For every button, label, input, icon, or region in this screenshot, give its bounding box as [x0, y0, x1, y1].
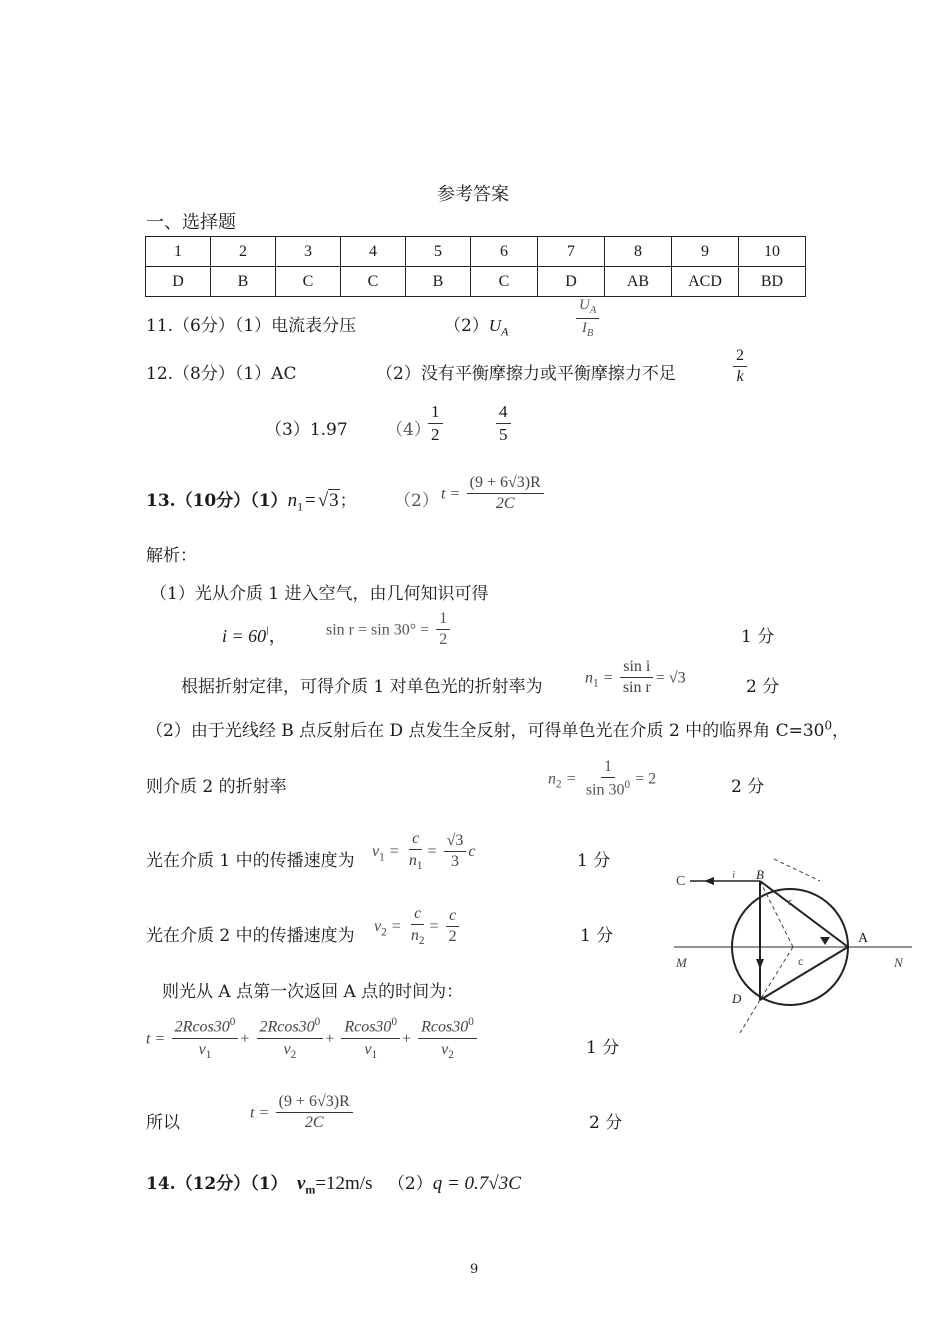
diagram-label-B: B [756, 867, 764, 882]
q12-part3: （3）1.97 [265, 420, 348, 440]
analysis-p5: 光在介质 1 中的传播速度为 [146, 851, 355, 871]
n1-num: sin i [620, 658, 653, 678]
q13-t-formula: t = $\frac{(9 + 6√3)R}{2C}$ [441, 474, 546, 514]
table-cell: 10 [739, 237, 806, 267]
p3-text: （2）由于光线经 B 点反射后在 D 点发生全反射，可得单色光在介质 2 中的临界角 C=30 [146, 721, 825, 741]
table-cell: 5 [406, 237, 471, 267]
t-term-den: v [198, 1040, 206, 1058]
q12-frac1-den: 2 [431, 424, 440, 444]
diagram-label-N: N [894, 955, 903, 970]
q13-t-num: (9 + 6√3)R [467, 474, 544, 494]
t-term-den: v [441, 1040, 449, 1058]
table-cell: AB [605, 267, 672, 297]
q13-label: 13.（10分）（1） [146, 491, 288, 511]
analysis-p6: 光在介质 2 中的传播速度为 [146, 926, 355, 946]
ray-D-to-A [760, 947, 848, 1000]
q11-frac-den: I [581, 320, 587, 337]
q14-part2: （2） [387, 1174, 433, 1194]
q12-part2: （2）没有平衡摩擦力或平衡摩擦力不足 [376, 364, 676, 384]
q12-frac-den: k [736, 368, 744, 386]
i-eq-sup: ǀ [266, 624, 269, 638]
q13-line: 13.（10分）$(1)n_1 = √3$； [146, 490, 357, 514]
q13-t-den: 2C [495, 495, 515, 513]
q12-part4: （4） [386, 420, 431, 440]
t-term-den-sub: 2 [290, 1048, 297, 1061]
diagram-label-C-left: C [676, 874, 686, 889]
table-cell: 8 [605, 237, 672, 267]
q14-vm: v [296, 1173, 306, 1194]
n1-den: sin r [622, 679, 651, 697]
q11-frac-den-sub: B [586, 328, 594, 340]
analysis-sinr [326, 610, 452, 650]
table-row-numbers [146, 237, 806, 267]
table-cell: BD [739, 267, 806, 297]
q11-frac-num-sub: A [589, 305, 597, 316]
v2-den: n [410, 927, 419, 945]
t-term-den-sub: 2 [448, 1048, 454, 1061]
i-eq: i = 60 [222, 626, 267, 646]
dashed-extension [740, 1000, 760, 1033]
p3-sup: 0 [824, 718, 833, 733]
v2-den2: 2 [448, 928, 457, 946]
q11-fraction [574, 297, 601, 340]
q11-part2 [444, 311, 508, 339]
p3-end: ， [832, 721, 850, 741]
q12-fraction [731, 347, 749, 387]
half-den: 2 [439, 631, 448, 649]
arrow-left [704, 877, 714, 885]
n2-rhs: = 2 [635, 770, 657, 788]
t-term-num: Rcos30 [421, 1018, 469, 1036]
t-term-den-sub: 1 [205, 1048, 212, 1061]
q14-q-expr: q = 0.7√3C [432, 1173, 521, 1194]
table-cell: ACD [672, 267, 739, 297]
i-eq-comma: ， [268, 626, 287, 647]
t-term-den: v [364, 1040, 372, 1058]
q12-frac1-num: 1 [428, 402, 443, 424]
table-cell: C [341, 267, 406, 297]
table-cell: D [538, 267, 605, 297]
table-cell: 3 [276, 237, 341, 267]
score-5: 1 分 [580, 926, 614, 946]
diagram-label-A: A [858, 931, 869, 946]
q13-part2: （2） [394, 491, 439, 511]
score-2: 2 分 [746, 677, 780, 697]
q13-t: t [441, 485, 446, 503]
q11-ua: U [488, 316, 502, 335]
t-term-den-sub: 1 [371, 1048, 378, 1061]
q11-label: 11.（6分）（1）电流表分压 [146, 316, 357, 336]
q13-n1-sub: 1 [297, 499, 304, 514]
q12-frac2-num: 4 [496, 402, 511, 424]
v1-num2: √3 [444, 832, 467, 852]
table-cell: 6 [471, 237, 538, 267]
normal-line [774, 859, 820, 881]
q14-vm-sub: m [305, 1182, 316, 1197]
v1-den: n [408, 852, 417, 870]
n1-rhs: = √3 [655, 669, 686, 687]
analysis-n1-formula: $n_1$ = $\frac{\text{sin i}}{\text{sin r}}$ = √3 [585, 658, 686, 697]
t-term-num: 2Rcos30 [174, 1018, 230, 1036]
arrow-toward-A [820, 937, 830, 945]
score-1: 1 分 [741, 627, 775, 647]
q13-sqrt3: 3 [329, 490, 339, 511]
diagram-label-C-center: c [798, 954, 804, 968]
analysis-v2-formula: $v_2$ = $\frac{c}{n_2}$ = $\frac{c}{2}$ [374, 905, 462, 948]
diagram-label-D: D [732, 991, 742, 1006]
t2-num: (9 + 6√3)R [276, 1093, 353, 1113]
score-3: 2 分 [731, 777, 765, 797]
n2-den: sin 30 [585, 781, 625, 799]
q11-ua-sub: A [501, 324, 509, 339]
table-cell: 7 [538, 237, 605, 267]
answer-table [145, 236, 806, 297]
analysis-p4: 则介质 2 的折射率 [146, 777, 287, 797]
v1-num: c [409, 830, 422, 850]
analysis-n2-formula: $n_2$ = $\frac{1}{\sin 30^0}$ = 2 [548, 758, 657, 799]
n2-lhs: n [548, 770, 556, 788]
v2-num2: c [446, 907, 459, 927]
table-cell: 1 [146, 237, 211, 267]
q12-frac1 [426, 402, 445, 444]
section-heading: 一、选择题 [146, 212, 236, 233]
q14-label: 14.（12分）（1） [146, 1174, 288, 1194]
q12-frac2-den: 5 [499, 424, 508, 444]
analysis-p8: 所以 [146, 1113, 180, 1133]
table-row-answers [146, 267, 806, 297]
analysis-v1-formula: $v_1$ = $\frac{c}{n_1}$ = $\frac{√3}{3}$ c [372, 830, 476, 873]
diagram-label-M: M [676, 955, 687, 970]
page-number: 9 [470, 1262, 479, 1277]
diagram-label-i: i [732, 869, 736, 881]
dashed-radius [760, 947, 793, 1000]
q12-label: 12.（8分）（1）AC [146, 364, 297, 384]
optics-diagram [660, 845, 920, 1045]
table-cell: 4 [341, 237, 406, 267]
q13-n1: n [287, 490, 298, 511]
table-cell: B [406, 267, 471, 297]
q12-frac2 [494, 402, 513, 444]
table-cell: D [146, 267, 211, 297]
analysis-p1: （1）光从介质 1 进入空气，由几何知识可得 [150, 584, 489, 604]
q13-eq: = [305, 490, 316, 511]
v1-den2: 3 [451, 853, 460, 871]
analysis-i-eq [222, 622, 287, 648]
n2-num: 1 [601, 758, 615, 778]
v2-num: c [411, 905, 424, 925]
analysis-t2-formula: t = $\frac{(9 + 6√3)R}{2C}$ [250, 1093, 355, 1133]
t-term-num: 2Rcos30 [259, 1018, 315, 1036]
table-cell: C [276, 267, 341, 297]
analysis-t-sum: t = $\frac{2Rcos30^0}{v_1}$ + $\frac{2Rcos30^0}{v_2}$ + $\frac{Rcos30^0}{v_1}$ + $\frac{Rcos30^0}{v_2}$ [146, 1016, 479, 1062]
score-7: 2 分 [589, 1113, 623, 1133]
t2-den: 2C [304, 1114, 324, 1132]
sinr: sin r = sin 30° = [326, 621, 430, 639]
n1-lhs: n [585, 669, 593, 687]
q11-frac-num: U [579, 297, 590, 313]
table-cell: B [211, 267, 276, 297]
diagram-label-r: r [788, 896, 793, 908]
t-term-num: Rcos30 [344, 1018, 392, 1036]
table-cell: 9 [672, 237, 739, 267]
analysis-heading: 解析： [146, 546, 197, 566]
t-term-den: v [283, 1040, 291, 1058]
score-6: 1 分 [586, 1038, 620, 1058]
analysis-p2: 根据折射定律，可得介质 1 对单色光的折射率为 [181, 677, 543, 697]
q11-part2-label: （2） [444, 316, 489, 336]
analysis-p7: 则光从 A 点第一次返回 A 点的时间为： [162, 982, 464, 1002]
analysis-p3 [146, 716, 849, 741]
score-4: 1 分 [577, 851, 611, 871]
arrow-down [756, 959, 764, 969]
q13-semi: ； [339, 491, 357, 511]
page-title: 参考答案 [437, 184, 509, 205]
table-cell: 2 [211, 237, 276, 267]
q14-line [146, 1169, 521, 1197]
q14-vm-val: =12m/s [315, 1173, 373, 1194]
v1-c: c [468, 843, 476, 861]
table-cell: C [471, 267, 538, 297]
half-num: 1 [436, 610, 450, 630]
q12-frac-num: 2 [733, 347, 747, 367]
